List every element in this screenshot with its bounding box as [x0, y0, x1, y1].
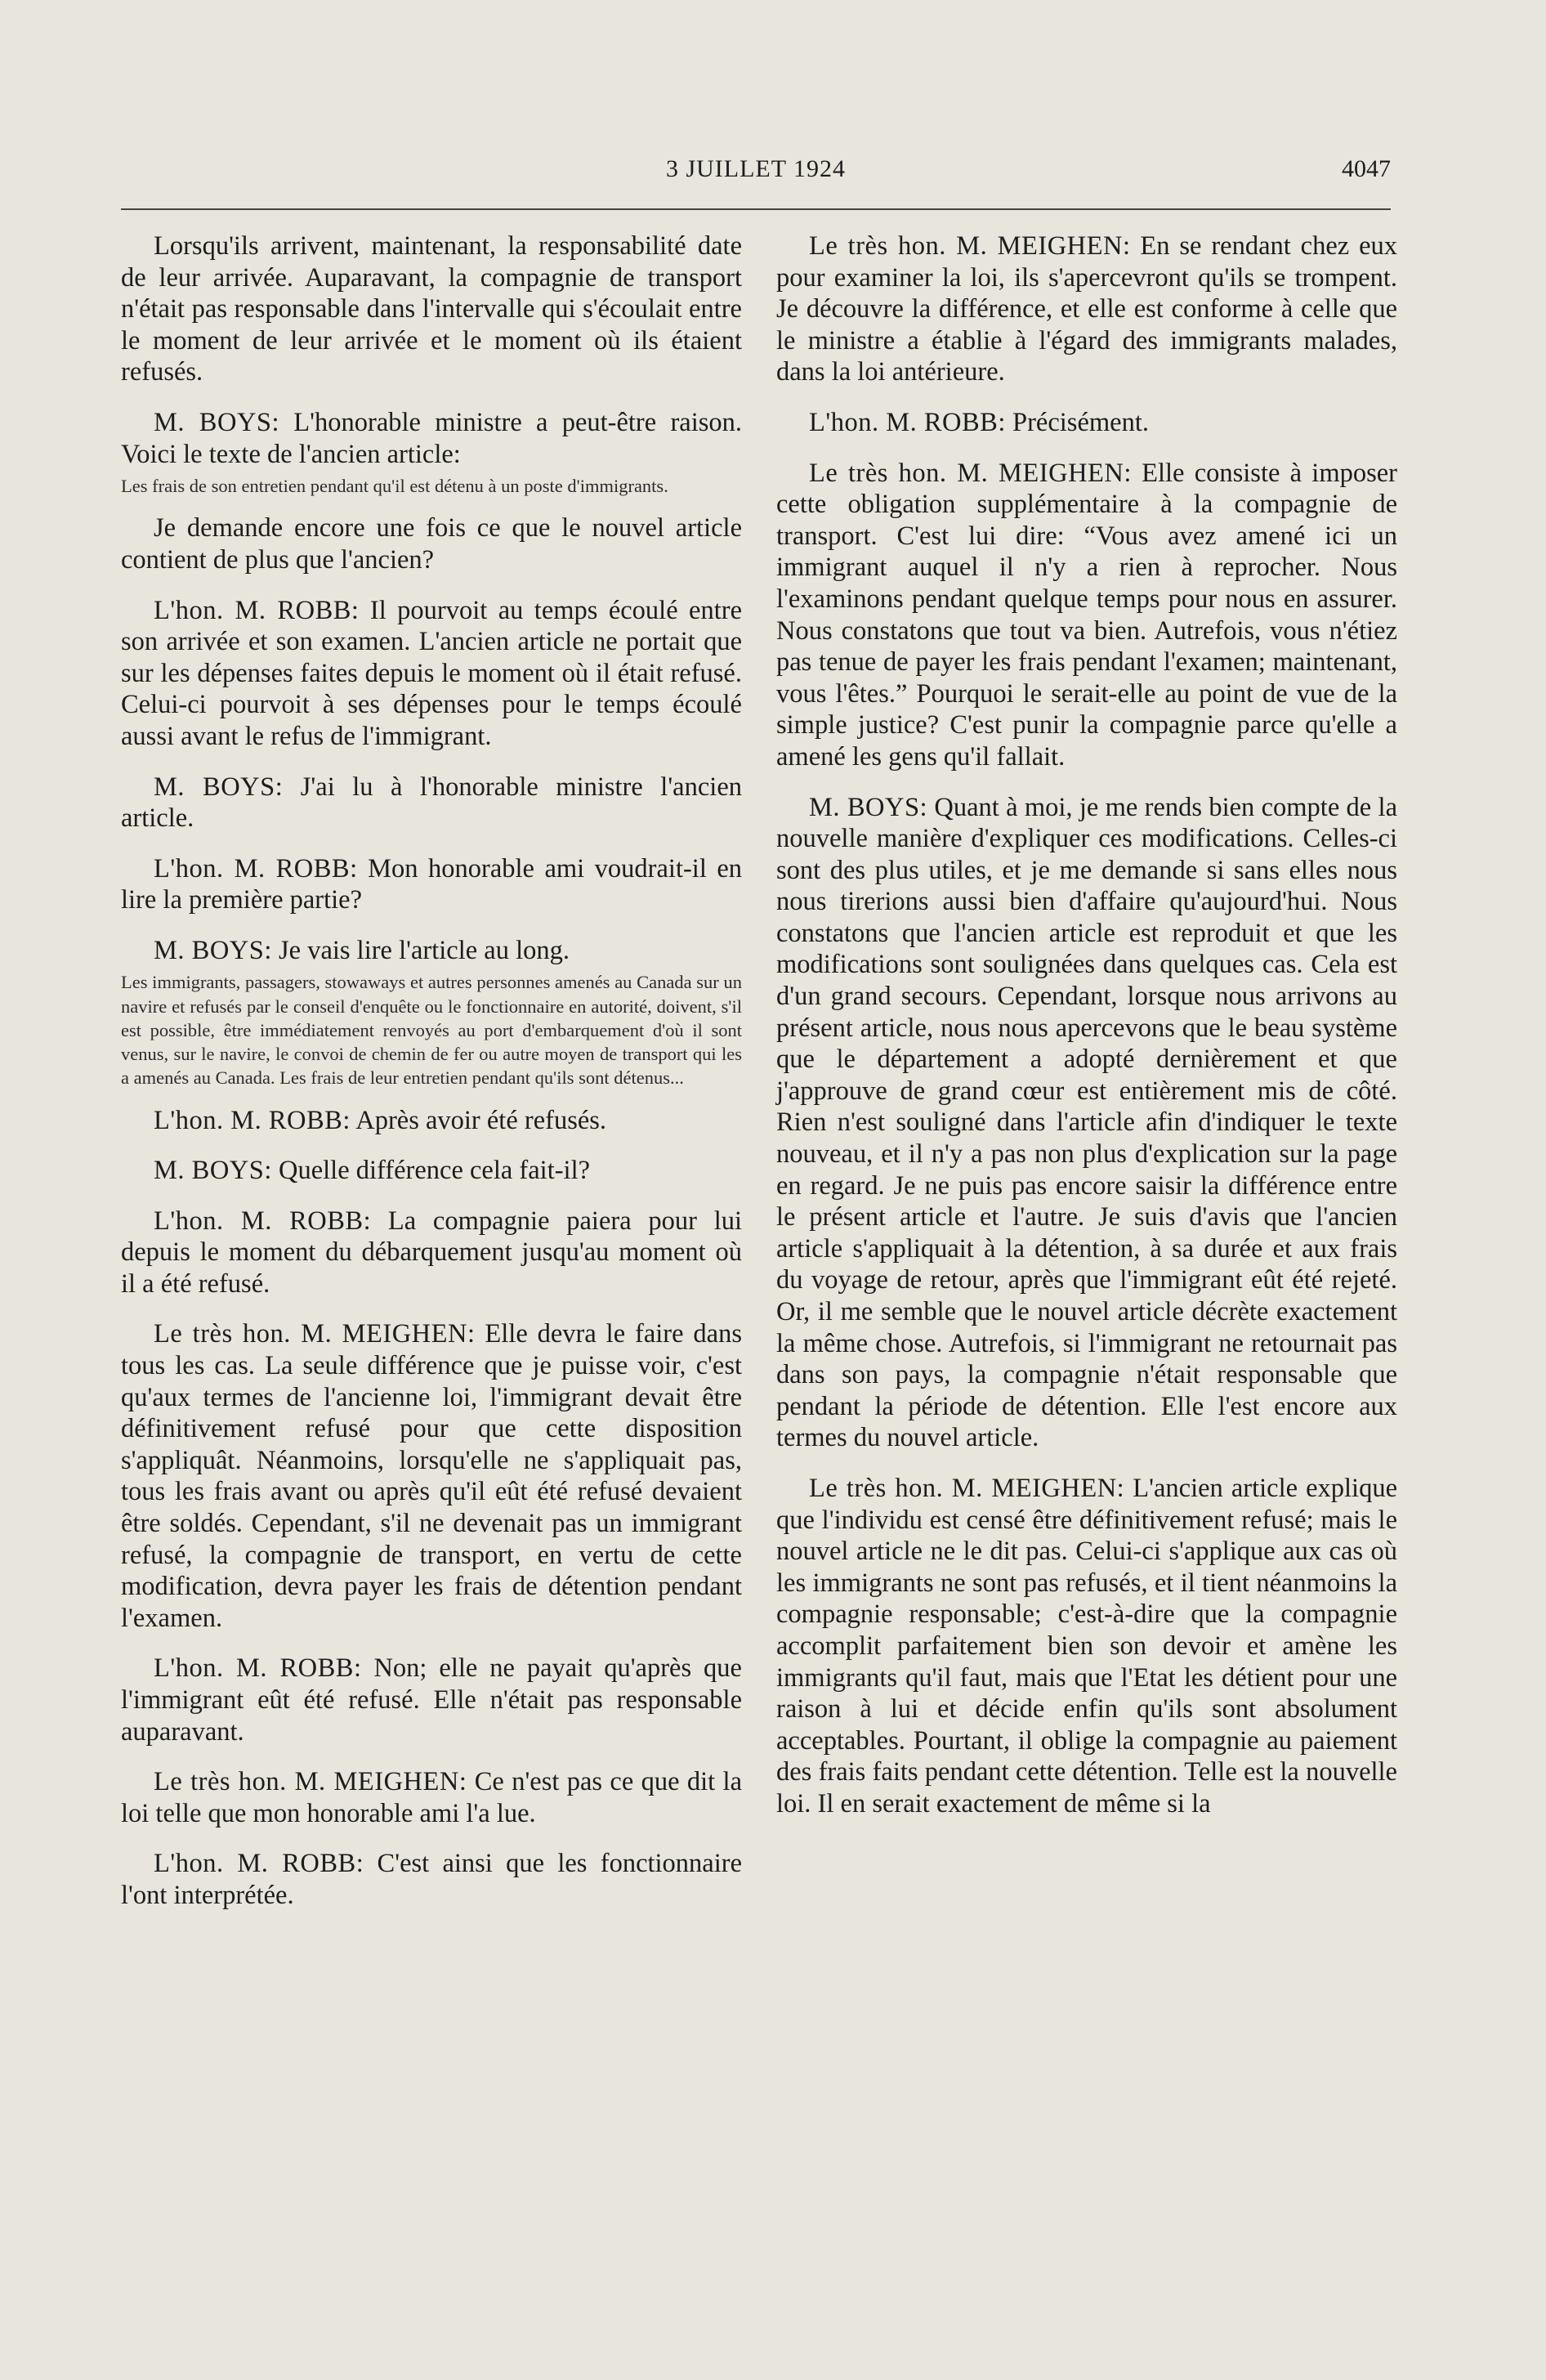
speaker-name: M. BOYS:	[154, 772, 284, 802]
paragraph	[121, 1105, 742, 1137]
right-column	[776, 230, 1397, 1839]
speaker-name: M. BOYS:	[154, 1156, 272, 1186]
quoted-text: Les immigrants, passagers, stowaways et autres personnes amenés au Canada sur un navire et refusés par le conseil d'enquête ou le fonctionnaire en autorité, doivent, s'il est possible, être immédiatement renvoyés au port d'embarquement d'où il sont venus, sur le navire, le convoi de chemin de fer ou autre moyen de transport qui les a amenés au Canada. Les frais de leur entretien pendant qu'ils sont détenus...	[121, 972, 742, 1089]
paragraph-text: Mon honorable ami voudrait-il en lire la première partie?	[121, 853, 743, 915]
paragraph	[776, 458, 1397, 773]
speaker-name: L'hon. M. ROBB:	[154, 1206, 372, 1236]
paragraph-text: En se rendant chez eux pour examiner la loi, ils s'apercevront qu'ils se trompent. Je découvre la différence, et elle est conforme à celle que le ministre a établie à l'égard des immigrants malades, dans la loi antérieure.	[776, 231, 1398, 387]
page-header	[121, 155, 1391, 191]
speaker-name: Le très hon. M. MEIGHEN:	[154, 1319, 476, 1349]
quoted-text: Les frais de son entretien pendant qu'il est détenu à un poste d'immigrants.	[121, 476, 668, 497]
paragraph	[776, 792, 1397, 1454]
paragraph	[121, 1848, 742, 1911]
paragraph-text: L'ancien article explique que l'individu est censé être définitivement refusé; mais le nouvel article ne le dit pas. Celui-ci s'applique aux cas où les immigrants ne sont pas refusés, et il tient néanmoins la compagnie responsable; c'est-à-dire que la compagnie accomplit parfaitement bien son devoir et amène les immigrants qu'il faut, mais que l'Etat les détient pour une raison à lui et décide enfin qu'ils sont absolument acceptables. Pourtant, il oblige la compagnie au paiement des frais faits pendant cette détention. Telle est la nouvelle loi. Il en serait exactement de même si la	[776, 1473, 1398, 1819]
speaker-name: Le très hon. M. MEIGHEN:	[154, 1767, 467, 1797]
paragraph-text: Il pourvoit au temps écoulé entre son arrivée et son examen. L'ancien article ne portait que sur les dépenses faites depuis le moment où il était refusé. Celui-ci pourvoit à ses dépenses pour le temps écoulé aussi avant le refus de l'immigrant.	[121, 595, 742, 751]
paragraph-text: Je demande encore une fois ce que le nouvel article contient de plus que l'ancien?	[121, 513, 742, 575]
paragraph	[121, 512, 742, 575]
paragraph	[121, 1653, 742, 1747]
paragraph-text: Elle consiste à imposer cette obligation supplémentaire à la compagnie de transport. C'est lui dire: “Vous avez amené ici un immigrant auquel il n'y a rien à reprocher. Nous l'examinons pendant quelque temps pour nous en assurer. Nous constatons que tout va bien. Autrefois, vous n'étiez pas tenue de payer les frais pendant l'examen; maintenant, vous l'êtes.” Pourquoi le serait-elle au point de vue de la simple justice? C'est punir la compagnie parce qu'elle a amené les gens qu'il fallait.	[776, 458, 1398, 772]
paragraph	[121, 230, 742, 388]
paragraph-text: Précisément.	[1012, 407, 1149, 437]
speaker-name: Le très hon. M. MEIGHEN:	[809, 458, 1132, 488]
paragraph	[121, 595, 742, 753]
speaker-name: Le très hon. M. MEIGHEN:	[809, 1473, 1125, 1503]
paragraph-text: Quant à moi, je me rends bien compte de la nouvelle manière d'expliquer ces modifications. Celles-ci sont des plus utiles, et je me demande si sans elles nous nous tirerions aussi bien d'affaire qu'aujourd'hui. Nous constatons que l'ancien article est reproduit et que les modifications sont soulignées dans quelques cas. Cela est d'un grand secours. Cependant, lorsque nous arrivons au présent article, nous nous apercevons que le beau système que le département a adopté dernièrement et que j'approuve de grand cœur est entièrement mis de côté. Rien n'est souligné dans l'article afin d'indiquer le texte nouveau, et il n'y a pas non plus d'explication sur la page en regard. Je ne puis pas encore saisir la différence entre le présent article et l'autre. Je suis d'avis que l'ancien article s'appliquait à la détention, à sa durée et aux frais du voyage de retour, après que l'immigrant eût été rejeté. Or, il me semble que le nouvel article décrète exactement la même chose. Autrefois, si l'immigrant ne retournait pas dans son pays, la compagnie n'était responsable que pendant la période de détention. Elle l'est encore aux termes du nouvel article.	[776, 792, 1397, 1453]
paragraph	[776, 407, 1397, 439]
paragraph	[776, 230, 1397, 388]
paragraph-text: Lorsqu'ils arrivent, maintenant, la responsabilité date de leur arrivée. Auparavant, la compagnie de transport n'était pas responsable dans l'intervalle qui s'écoulait entre le moment de leur arrivée et le moment où ils étaient refusés.	[121, 231, 742, 387]
paragraph	[121, 1206, 742, 1300]
paragraph	[121, 853, 742, 916]
paragraph-text: La compagnie paiera pour lui depuis le moment du débarquement jusqu'au moment où il a été refusé.	[121, 1206, 743, 1299]
paragraph-text: Après avoir été refusés.	[355, 1105, 607, 1135]
paragraph-text: Je vais lire l'article au long.	[279, 935, 570, 965]
speaker-name: L'hon. M. ROBB:	[154, 1653, 362, 1684]
paragraph	[121, 1766, 742, 1829]
paragraph	[121, 935, 742, 967]
paragraph	[121, 1155, 742, 1187]
header-rule	[121, 208, 1391, 210]
paragraph-text: C'est ainsi que les fonctionnaire l'ont interprétée.	[121, 1849, 743, 1910]
paragraph	[121, 1318, 742, 1634]
left-column	[121, 230, 742, 1930]
speaker-name: L'hon. M. ROBB:	[154, 853, 358, 884]
speaker-name: L'hon. M. ROBB:	[154, 1849, 364, 1879]
paragraph-text: Quelle différence cela fait-il?	[279, 1156, 591, 1186]
paragraph-text: Ce n'est pas ce que dit la loi telle que mon honorable ami l'a lue.	[121, 1767, 743, 1828]
paragraph-text: L'honorable ministre a peut-être raison. Voici le texte de l'ancien article:	[121, 407, 742, 469]
speaker-name: L'hon. M. ROBB:	[809, 407, 1006, 437]
paragraph	[121, 772, 742, 834]
speaker-name: L'hon. M. ROBB:	[154, 595, 360, 625]
page-number: 4047	[1342, 155, 1391, 182]
speaker-name: M. BOYS:	[154, 935, 272, 965]
paragraph	[776, 1473, 1397, 1820]
header-date: 3 JUILLET 1924	[665, 155, 847, 182]
speaker-name: M. BOYS:	[154, 407, 280, 437]
paragraph-text: J'ai lu à l'honorable ministre l'ancien article.	[121, 772, 742, 834]
paragraph	[121, 407, 742, 470]
speaker-name: Le très hon. M. MEIGHEN:	[809, 231, 1131, 261]
paragraph-text: Non; elle ne payait qu'après que l'immigrant eût été refusé. Elle n'était pas responsable auparavant.	[121, 1653, 742, 1747]
paragraph-text: Elle devra le faire dans tous les cas. La seule différence que je puisse voir, c'est qu'aux termes de l'ancienne loi, l'immigrant devait être définitivement refusé pour que cette disposition s'appliquât. Néanmoins, lorsqu'elle ne s'appliquait pas, tous les frais avant ou après qu'il eût été refusé devaient être soldés. Cependant, s'il ne devenait pas un immigrant refusé, la compagnie de transport, en vertu de cette modification, devra payer les frais de détention pendant l'examen.	[121, 1319, 743, 1633]
speaker-name: M. BOYS:	[809, 792, 928, 822]
speaker-name: L'hon. M. ROBB:	[154, 1105, 351, 1135]
